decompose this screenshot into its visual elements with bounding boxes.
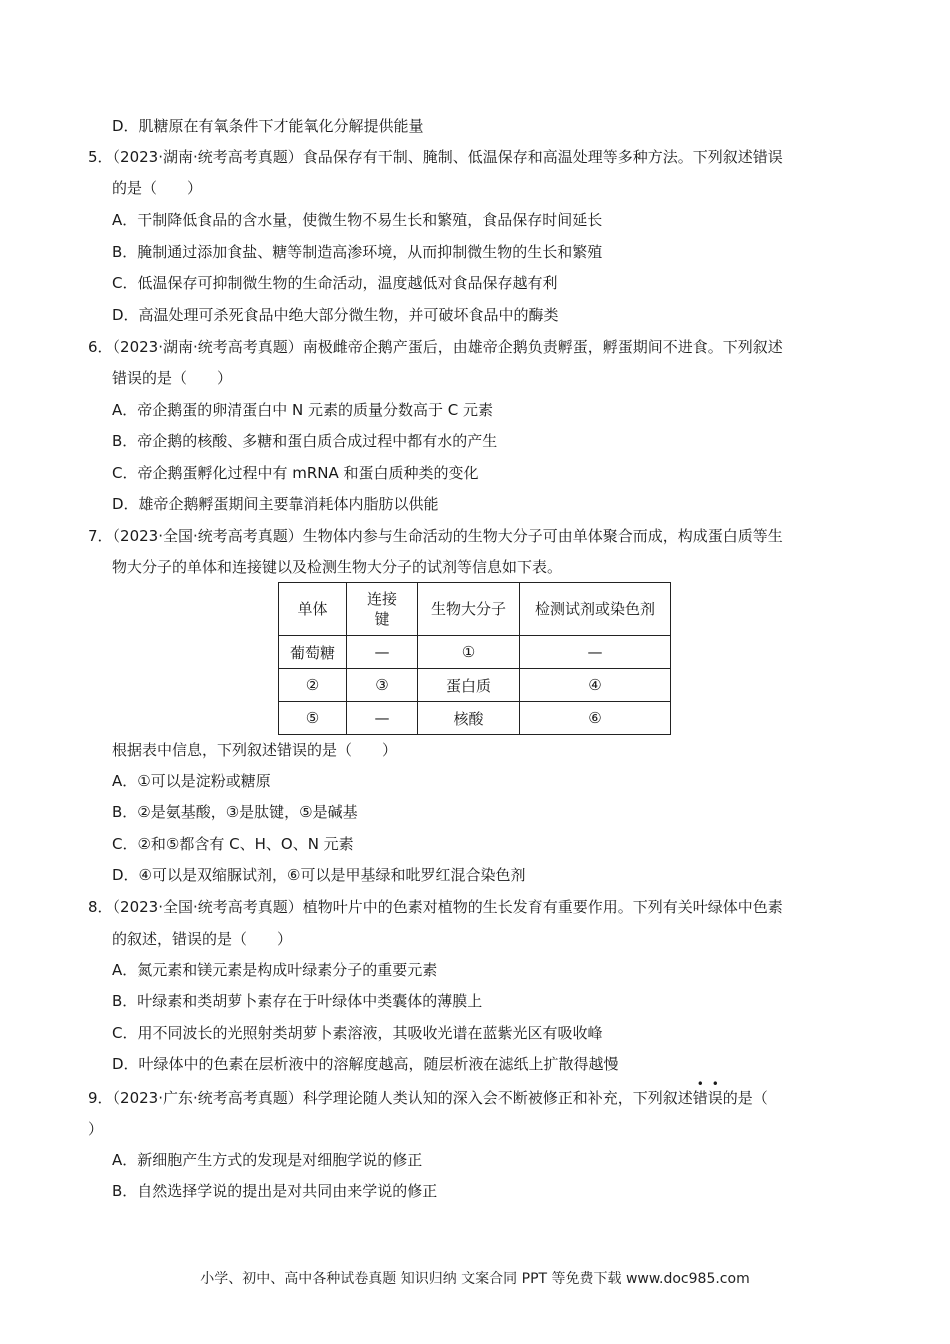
q8-option-c: C．用不同波长的光照射类胡萝卜素溶液，其吸收光谱在蓝紫光区有吸收峰	[112, 1024, 603, 1042]
table-cell: 蛋白质	[418, 669, 520, 702]
q5-option-c: C．低温保存可抑制微生物的生命活动，温度越低对食品保存越有利	[112, 274, 558, 292]
table-cell: —	[347, 702, 418, 735]
q9-stem-text-end: 的是（	[722, 1089, 768, 1107]
table-cell: ④	[520, 669, 671, 702]
q9-option-b: B．自然选择学说的提出是对共同由来学说的修正	[112, 1182, 438, 1200]
table-header-cell: 检测试剂或染色剂	[520, 583, 671, 636]
q8-option-a: A．氮元素和镁元素是构成叶绿素分子的重要元素	[112, 961, 438, 979]
emphasis-dot-icon: •	[696, 1077, 704, 1091]
table-header-cell	[347, 583, 418, 636]
emphasis-char	[692, 1077, 708, 1108]
table-cell: ③	[347, 669, 418, 702]
table-header-row	[279, 583, 671, 636]
q5-stem: 5．（2023·湖南·统考高考真题）食品保存有干制、腌制、低温保存和高温处理等多种方法。下列叙述错误	[88, 148, 783, 166]
q7-option-d: D．④可以是双缩脲试剂，⑥可以是甲基绿和吡罗红混合染色剂	[112, 866, 526, 884]
table-cell: —	[520, 636, 671, 669]
q7-option-c: C．②和⑤都含有 C、H、O、N 元素	[112, 835, 354, 853]
q7-option-a: A．①可以是淀粉或糖原	[112, 772, 271, 790]
table-row	[279, 702, 671, 735]
table-header-cell: 单体	[279, 583, 347, 636]
q5-option-d: D．高温处理可杀死食品中绝大部分微生物，并可破坏食品中的酶类	[112, 306, 559, 324]
q7-stem: 7．（2023·全国·统考高考真题）生物体内参与生命活动的生物大分子可由单体聚合而成，构成蛋白质等生	[88, 527, 783, 545]
q6-stem-cont: 错误的是（ ）	[112, 369, 233, 387]
q8-stem: 8．（2023·全国·统考高考真题）植物叶片中的色素对植物的生长发育有重要作用。下列有关叶绿体中色素	[88, 898, 783, 916]
q8-option-b: B．叶绿素和类胡萝卜素存在于叶绿体中类囊体的薄膜上	[112, 992, 483, 1010]
q9-stem-text: 9．（2023·广东·统考高考真题）科学理论随人类认知的深入会不断被修正和补充，下列叙述	[88, 1089, 693, 1107]
q8-option-d: D．叶绿体中的色素在层析液中的溶解度越高，随层析液在滤纸上扩散得越慢	[112, 1055, 619, 1073]
emphasis-char	[707, 1077, 723, 1108]
q9-stem-cont: ）	[88, 1120, 104, 1138]
q5-stem-cont: 的是（ ）	[112, 179, 203, 197]
q6-option-c: C．帝企鹅蛋孵化过程中有 mRNA 和蛋白质种类的变化	[112, 464, 479, 482]
q9-stem	[88, 1077, 768, 1108]
q5-option-b: B．腌制通过添加食盐、糖等制造高渗环境，从而抑制微生物的生长和繁殖	[112, 243, 603, 261]
q6-stem: 6．（2023·湖南·统考高考真题）南极雌帝企鹅产蛋后，由雄帝企鹅负责孵蛋，孵蛋期间不进食。下列叙述	[88, 338, 783, 356]
q6-option-a: A．帝企鹅蛋的卵清蛋白中 N 元素的质量分数高于 C 元素	[112, 401, 494, 419]
table-header-text: 连接键	[366, 590, 397, 628]
q6-option-b: B．帝企鹅的核酸、多糖和蛋白质合成过程中都有水的产生	[112, 432, 498, 450]
table-cell: —	[347, 636, 418, 669]
table-cell: 葡萄糖	[279, 636, 347, 669]
emphasis-dot-icon: •	[711, 1077, 719, 1091]
emphasis-char-text: 误	[707, 1089, 723, 1107]
q6-option-d: D．雄帝企鹅孵蛋期间主要靠消耗体内脂肪以供能	[112, 495, 439, 513]
table-cell: ②	[279, 669, 347, 702]
table-row	[279, 669, 671, 702]
q8-stem-cont: 的叙述，错误的是（ ）	[112, 930, 293, 948]
q7-stem-cont: 物大分子的单体和连接键以及检测生物大分子的试剂等信息如下表。	[112, 558, 563, 576]
q5-option-a: A．干制降低食品的含水量，使微生物不易生长和繁殖，食品保存时间延长	[112, 211, 603, 229]
q9-option-a: A．新细胞产生方式的发现是对细胞学说的修正	[112, 1151, 423, 1169]
emphasis-char-text: 错	[692, 1089, 708, 1107]
table-cell: ⑥	[520, 702, 671, 735]
table-cell: 核酸	[418, 702, 520, 735]
q7-table	[278, 582, 671, 735]
table-cell: ⑤	[279, 702, 347, 735]
q7-option-b: B．②是氨基酸，③是肽键，⑤是碱基	[112, 803, 358, 821]
table-cell: ①	[418, 636, 520, 669]
q7-question: 根据表中信息，下列叙述错误的是（ ）	[112, 741, 398, 759]
page-footer: 小学、初中、高中各种试卷真题 知识归纳 文案合同 PPT 等免费下载 www.doc985.com	[200, 1271, 750, 1287]
table-row	[279, 636, 671, 669]
table-header-cell: 生物大分子	[418, 583, 520, 636]
q4-option-d: D．肌糖原在有氧条件下才能氧化分解提供能量	[112, 117, 424, 135]
